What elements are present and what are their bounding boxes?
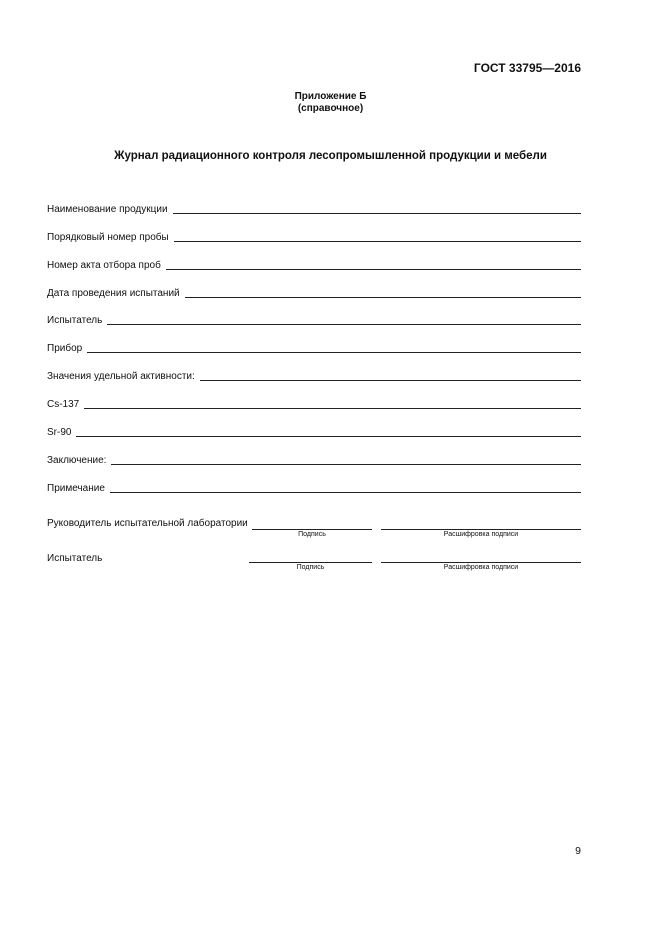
- field-tester: [47, 314, 581, 327]
- field-sr90: [47, 426, 581, 439]
- field-sampling-act-number: [47, 259, 581, 272]
- field-instrument: [47, 342, 581, 355]
- signature-line-tester[interactable]: [249, 562, 372, 563]
- field-label: Прибор: [47, 343, 83, 354]
- field-note: [47, 482, 581, 495]
- field-test-date: [47, 287, 581, 300]
- field-label: Номер акта отбора проб: [47, 260, 161, 271]
- signature-caption: Подпись: [298, 531, 326, 538]
- signature-decoding-line-lab-head[interactable]: [381, 529, 581, 530]
- signature-label-lab-head: Руководитель испытательной лаборатории: [47, 518, 248, 529]
- signature-caption: Подпись: [296, 564, 325, 571]
- field-input-line[interactable]: [76, 436, 581, 437]
- field-label: Значения удельной активности:: [47, 371, 195, 382]
- field-input-line[interactable]: [200, 380, 581, 381]
- field-label: Sr-90: [47, 427, 72, 438]
- field-input-line[interactable]: [87, 352, 581, 353]
- page-number: 9: [575, 845, 581, 857]
- field-label: Дата проведения испытаний: [47, 288, 180, 299]
- field-product-name: [47, 203, 581, 216]
- field-cs137: [47, 398, 581, 411]
- field-label: Cs-137: [47, 399, 80, 410]
- field-label: Примечание: [47, 483, 105, 494]
- field-label: Порядковый номер пробы: [47, 232, 169, 243]
- signature-label-tester: Испытатель: [47, 553, 103, 564]
- signature-decoding-line-tester[interactable]: [381, 562, 581, 563]
- standard-code: ГОСТ 33795—2016: [473, 61, 581, 75]
- annex-heading: [0, 91, 661, 115]
- signature-line-lab-head[interactable]: [252, 529, 372, 530]
- annex-title: Приложение Б: [294, 91, 367, 102]
- field-input-line[interactable]: [110, 492, 581, 493]
- field-sample-number: [47, 231, 581, 244]
- field-label: Наименование продукции: [47, 204, 168, 215]
- document-title: Журнал радиационного контроля лесопромышленной продукции и мебели: [114, 150, 547, 162]
- field-input-line[interactable]: [84, 408, 581, 409]
- field-input-line[interactable]: [107, 324, 581, 325]
- decoding-caption: Расшифровка подписи: [443, 564, 519, 571]
- field-conclusion: [47, 454, 581, 467]
- decoding-caption: Расшифровка подписи: [443, 531, 519, 538]
- field-input-line[interactable]: [185, 297, 581, 298]
- field-input-line[interactable]: [174, 241, 581, 242]
- field-input-line[interactable]: [111, 464, 581, 465]
- field-input-line[interactable]: [166, 269, 581, 270]
- annex-note: (справочное): [297, 103, 364, 114]
- field-label: Заключение:: [47, 455, 107, 466]
- field-input-line[interactable]: [173, 213, 581, 214]
- field-specific-activity: [47, 370, 581, 383]
- field-label: Испытатель: [47, 315, 103, 326]
